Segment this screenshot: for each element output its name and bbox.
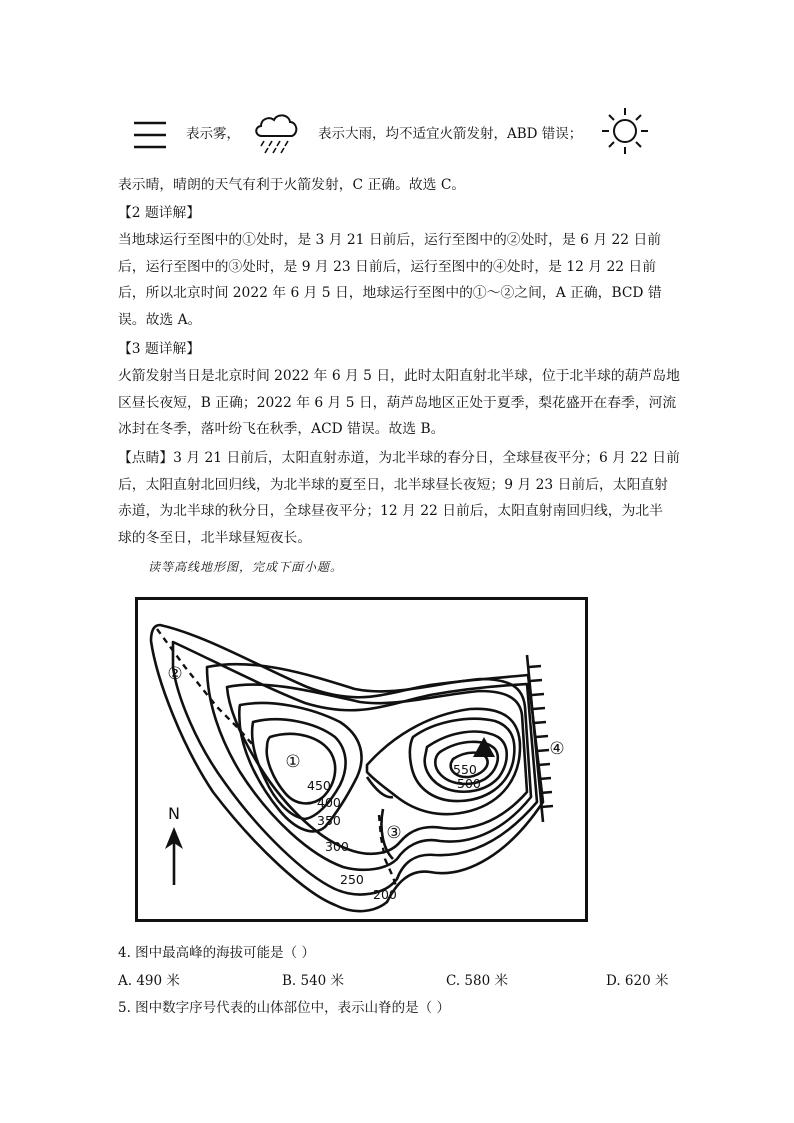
- text-line: 冰封在冬季，落叶纷飞在秋季，ACD 错误。故选 B。: [118, 421, 445, 437]
- contour-label-450: 450: [307, 778, 331, 793]
- answer-2-body: [118, 227, 678, 333]
- text-line: 【点睛】3 月 21 日前后，太阳直射赤道，为北半球的春分日，全球昼夜平分；6 月 22 日前: [118, 450, 680, 466]
- section-heading-3: [118, 336, 678, 363]
- question-intro: 读等高线地形图，完成下面小题。: [148, 560, 344, 574]
- text-line: 后，所以北京时间 2022 年 6 月 5 日，地球运行至图中的①～②之间，A 正确，BCD 错: [118, 285, 662, 301]
- text-line: 球的冬至日，北半球昼短夜长。: [118, 529, 312, 546]
- heading-text: 【2 题详解】: [118, 205, 201, 221]
- fog-label: 表示雾，: [186, 126, 240, 142]
- text-line: 表示晴，晴朗的天气有利于火箭发射，C 正确。故选 C。: [118, 177, 466, 193]
- rain-cloud-icon: [252, 112, 302, 154]
- contour-map: [135, 597, 588, 922]
- contour-label-400: 400: [317, 795, 341, 810]
- q4-option-c: C. 580 米: [446, 973, 508, 989]
- contour-label-300: 300: [325, 839, 349, 854]
- contour-label-250: 250: [340, 872, 364, 887]
- marker-1: ①: [285, 752, 301, 772]
- text-line: 赤道，为北半球的秋分日，全球昼夜平分；12 月 22 日前后，太阳直射南回归线，为北半: [118, 503, 663, 519]
- answer-3-body: [118, 363, 678, 443]
- rain-label: 表示大雨，均不适宜火箭发射，ABD 错误；: [318, 126, 583, 142]
- marker-3: ③: [386, 823, 402, 843]
- text-line: 火箭发射当日是北京时间 2022 年 6 月 5 日，此时太阳直射北半球，位于北半球的葫芦岛地: [118, 368, 680, 384]
- heading-text: 【3 题详解】: [118, 341, 201, 357]
- text-line: 后，运行至图中的③处时，是 9 月 23 日前后，运行至图中的④处时，是 12 月 22 日前: [118, 258, 657, 275]
- question-5: 5. 图中数字序号代表的山体部位中，表示山脊的是（ ）: [118, 1000, 450, 1016]
- north-label: N: [168, 804, 180, 823]
- key-points: [118, 445, 678, 551]
- text-line: 当地球运行至图中的①处时，是 3 月 21 日前后，运行至图中的②处时，是 6 月 22 日前: [118, 232, 662, 248]
- sun-icon: [600, 106, 650, 156]
- fog-icon: [132, 120, 168, 152]
- contour-label-500: 500: [457, 776, 481, 791]
- marker-4: ④: [549, 739, 565, 759]
- section-heading-2: [118, 200, 678, 227]
- text-line: 后，太阳直射北回归线，为北半球的夏至日，北半球昼长夜短；9 月 23 日前后，太阳直射: [118, 476, 668, 493]
- text-line: 区昼长夜短，B 正确；2022 年 6 月 5 日，葫芦岛地区正处于夏季，梨花盛开在春季，河流: [118, 394, 677, 411]
- answer-1-conclusion: [118, 172, 678, 199]
- question-4: 4. 图中最高峰的海拔可能是（ ）: [118, 945, 315, 961]
- contour-label-200: 200: [373, 887, 397, 902]
- q4-option-a: A. 490 米: [118, 973, 180, 989]
- contour-map-figure: [135, 597, 588, 922]
- contour-label-550: 550: [453, 762, 477, 777]
- contour-label-350: 350: [317, 813, 341, 828]
- text-line: 误。故选 A。: [118, 311, 202, 328]
- marker-2: ②: [167, 664, 183, 684]
- q4-option-b: B. 540 米: [282, 973, 345, 989]
- q4-option-d: D. 620 米: [606, 973, 669, 989]
- weather-legend: [128, 112, 668, 158]
